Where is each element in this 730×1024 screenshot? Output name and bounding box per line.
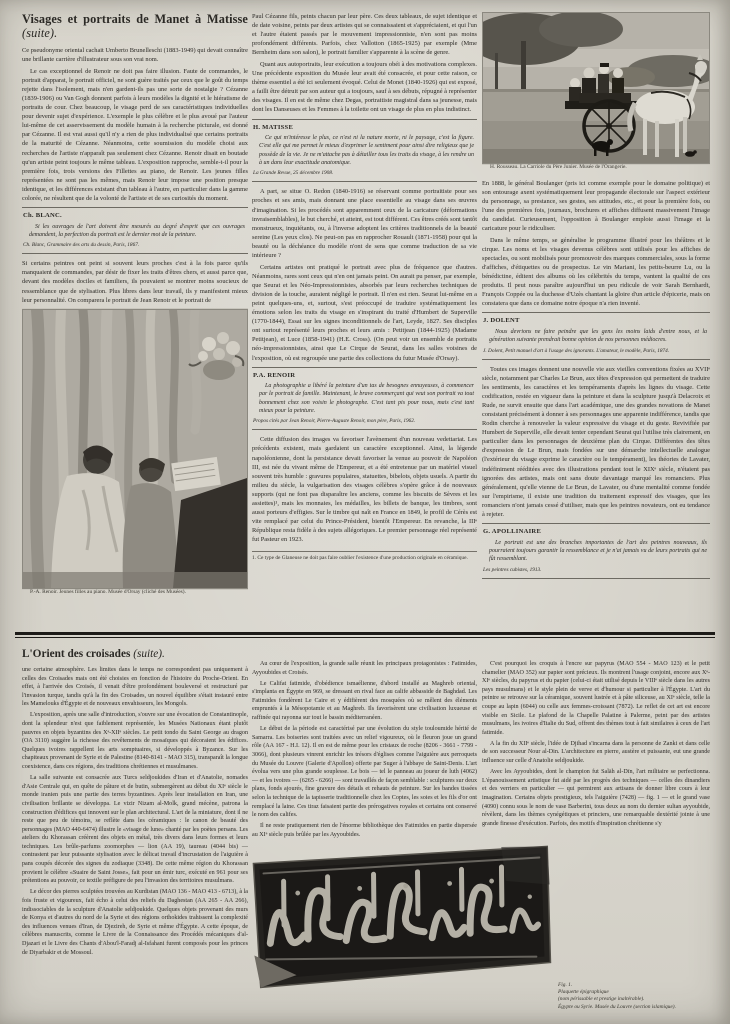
figure-caption-line: Plaquette épigraphique <box>558 989 609 996</box>
renoir-painting-image <box>22 309 248 589</box>
figure-caption-line: (nom périssable et prestige inaltérable). <box>558 996 645 1003</box>
paragraph: Au cœur de l'exposition, la grande salle réunit les principaux protagonistes : Fatimides, Ayyoubides et Croisés. <box>252 661 477 676</box>
paragraph: Ce pseudonyme oriental cachait Umberto Brunelleschi (1883-1949) qui devait connaître une brillante carrière d'illustrateur sous son vrai nom. <box>22 47 248 64</box>
epigraphic-plaque-image <box>249 844 552 991</box>
footnote-rule <box>252 551 477 552</box>
paragraph: La salle suivante est consacrée aux Turcs seldjoukides d'Iran et d'Anatolie, nomades d'Asie Centrale qui, en quête de pâture et de butin, submergèrent au début du XIᵉ siècle le monde iranien puis une partie des terres byzantines. Après leur installation en Iran, une civilisation brillante se développa. Le vizir Nizam al-Molk, grand mécène, patrona la construction d'édifices qui innovent sur le plan architectural. L'art de la miniature, dont il ne reste que peu de témoins, se reflète dans les céramiques : le canon de beauté des personnages (MAO 440-6474) illustre le «visage de lune» chanté par les poètes persans. Les ateliers du Khorassan créèrent des objets en métal, très divers dans leurs formes et leurs techniques. Les brûle-parfums zoomorphes — lion (AA 19), taureau (4044 bis) — contrastent par leur puissante stylisation avec le délicat travail d'incrustation de l'aiguière à pans coupés décorée des signes du zodiaque (3348). De cette même région du Khorassan provient le célèbre «Suaire de Saint Josse», fait pour un émir turc, exécuté en 961 pour ses prétentions au pouvoir, ce textile préfigure de peu l'invasion des territoires musulmans. <box>22 775 248 885</box>
article-title-suite: (suite). <box>133 648 165 660</box>
quote-text: Le portrait est une des branches importantes de l'art des peintres nouveaux, ils pourraient toujours garantir la ressemblance et je n'ai jamais vu de leurs portraits qui ne fût ressemblant. <box>489 539 707 563</box>
quote-source: Propos cités par Jean Renoir, Pierre-Auguste Renoir, mon père, Paris, 1962. <box>253 418 416 425</box>
bottom-article-column-1 <box>22 648 248 1018</box>
quote-source: Les peintres cubistes, 1913. <box>483 566 542 573</box>
paragraph: Si certains peintres ont peint si souvent leurs proches c'est à la fois parce qu'ils manquaient de commandes, par désir de fixer les traits d'êtres chers, et aussi parce que, devant des modèles dociles et familiers, ils pouvaient se montrer moins soucieux de ressemblance que de stylisation. Plus libres dans leur travail, ils y manifestent mieux leur personnalité. On comparera le portrait de Jean Renoir et le portrait de <box>22 260 248 304</box>
paragraph: Toutes ces images donnent une nouvelle vie aux vieilles conventions fixées au XVIIᵉ siècle, notamment par Charles Le Brun, aux têtes d'expression qui permettent de traduire les sentiments, les caractères et les tempéraments d'après les lignes du visage. Cette codification, restée en vigueur dans la peinture et dans la sculpture jusqu'à Delacroix et Rude, ne survit ensuite que dans l'art académique, une des grandes novations de Manet consistant précisément à donner à ses personnages une apparente indifférence, tandis que Rodin cherche à renouveler la valeur expressive du visage et du geste. Revivifiée par Humbert de Superville, elle devait tenter cependant Seurat qui l'utilise très clairement, en particulier dans les personnages de deuxième plan du Cirque. Différentes des têtes d'expression de Le Brun, mais fondées sur une démarche intellectuelle analogue (l'extérieur du visage exprime le caractère ou le tempérament), les théories de Lavater, indéfiniment rééditées avec des illustrations pendant tout le XIXᵉ siècle, n'étaient pas ignorées des artistes, mais ont sans doute davantage marqué les romanciers. Plus généralement, qu'elle vienne de Le Brun, de Lavater, ou d'une mentalité comme fondée sur l'empirisme, il existe une tradition du traitement expressif des visages, que les romanciers n'ont jamais cessé d'utiliser, mais que les peintres novateurs, ont eu tendance à rejeter. <box>482 365 710 518</box>
quote-author-heading: J. DOLENT <box>483 317 520 325</box>
paragraph: Le Califat fatimide, d'obédience ismaélienne, d'abord installé au Maghreb oriental, s'implanta en Égypte en 969, se dressant en rival face au calife abbasside de Baghdad. Les Fatimides fondèrent Le Caire et y édifièrent des mosquées où se mêlent des éléments empruntés à la Mésopotamie et au Maghreb. Ils favorisèrent une civilisation luxueuse et raffinée qui rayonna sur tout le bassin méditerranéen. <box>252 680 477 722</box>
paragraph: Le cas exceptionnel de Renoir ne doit pas faire illusion. Faute de commandes, le portrait d'apparat, le portrait officiel, ne sont guère traités par ceux que le goût du temps rejette dans l'isolement, mais n'en gardent-ils pas une sorte de nostalgie ? Cézanne (1839-1906) ou Van Gogh donnent parfois à leurs modèles la dignité et le hiératisme de portraits de cour. Chez beaucoup, le visage perd de ses caractéristiques individuelles pour devenir sujet d'expérience. L'exemple le plus célèbre et le plus avoué par l'auteur lui-même de cet asservissement du modèle humain à la recherche picturale, est donné par Cézanne. Il est vrai aussi qu'il n'y a rien de plus individualisé que certains portraits de la maturité de Cézanne. Néanmoins, cette soumission du modèle choisi aux recherches de l'artiste n'apparaît pas seulement chez Cézanne. Renoir disait en boutade qu'un artiste peint toujours le même tableau. L'exposition rapproche, semble-t-il pour la première fois, trois versions des Fillettes au piano, de Renoir. Les jeunes filles représentées ne sont pas les mêmes, mais Renoir leur impose une position presque identique, et les différences existant d'un tableau à l'autre, en particulier dans la gamme colorée, ne résultent que de la volonté de l'artiste et de ses curiosités du moment. <box>22 67 248 202</box>
quote-text: Nous devrions ne faire peindre que les gens les moins laids d'entre nous, et la génération suivante prendrait bonne opinion de nos personnes médiocres. <box>489 328 707 344</box>
article-title-suite: (suite). <box>22 26 58 40</box>
quote-author-heading: H. MATISSE <box>253 123 294 131</box>
figure-caption-line: Fig. 1. <box>558 982 573 988</box>
figure-caption <box>558 982 710 1011</box>
bottom-article-column-2 <box>252 660 477 845</box>
paragraph: Quant aux autoportraits, leur exécution a toujours obéi à des motivations complexes. Une précédente exposition du Musée leur avait été consacrée, et pour cette raison, ce thème essentiel a été ici seulement évoqué. Celui de Monet (1840-1926) qui est exposé, a failli être détruit par son auteur qui a toujours, sauf à ses débuts, répugné à représenter des visages. Il en est de même chez Degas, portraitiste magistral dans sa jeunesse, mais dont les Danseuses et les Femmes à la toilette ont un visage de plus en plus indistinct. <box>252 60 477 114</box>
rousseau-painting-image <box>482 12 710 164</box>
quote-author-heading: G. APOLLINAIRE <box>483 528 542 536</box>
paragraph: Dans le même temps, se généralise le programme illustré pour les théâtres et le cirque. Les noms et les visages devenus célèbres sont utilisés pour les affiches de spectacles, ou sont mobilisés pour promouvoir des marques commerciales, sous la forme d'affiches, d'étiquettes ou de prospectus. Le vin Mariani, les petits-beurre Lu, ou la bénédictine, éditent des albums où les célébrités du temps, vantent la qualité de ces produits. Il peut nous paraître aujourd'hui un peu ridicule de voir Sarah Bernhardt, François Coppée ou la duchesse d'Uzès chantant la gloire d'un article d'épicerie, mais on constatera que dans ce domaine notre époque n'a rien inventé. <box>482 236 710 308</box>
paragraph: Il ne reste pratiquement rien de l'énorme bibliothèque des Fatimides en partie dispersée au XIᵉ siècle puis brûlée par les Ayyoubides. <box>252 823 477 838</box>
paragraph: Avec les Ayyoubides, dont le champion fut Salāh al-Dīn, l'art militaire se perfectionna. L'épanouissement artistique fut aidé par les progrès des techniques — celles des dinandiers et des verriers en particulier — qui permirent aux artisans de donner libre cours à leur imagination. Certains objets prestigieux, tels l'aiguière (7428) — fig. 1 — et le grand vase (4090) connu sous le nom de vase Barberini, tous deux au nom du dernier sultan ayyoubide, révèlent, dans les thèmes cynégétiques et princiers, une remarquable dextérité jointe à une grande finesse d'exécution. Parfois, des motifs d'inspiration chrétienne s'y <box>482 769 710 827</box>
quote-author-heading: Ch. BLANC. <box>23 212 62 220</box>
quote-box-renoir <box>252 367 477 431</box>
quote-box-dolent <box>482 312 710 359</box>
quote-box-matisse <box>252 119 477 183</box>
paragraph: A la fin du XIIᵉ siècle, l'idée de Djihad s'incarna dans la personne de Zanki et dans celle de son successeur Nour al-Din. L'architecture en pierre, austère et puissante, eut une grande influence sur celle d'Anatolie seldjoukide. <box>482 740 710 765</box>
figure-caption-line: Égypte ou Syrie. Musée du Louvre (section islamique). <box>558 1003 676 1010</box>
paragraph: une certaine atmosphère. Les limites dans le temps ne correspondent pas uniquement à celles des Croisades mais ont été choisies en fonction de l'histoire du Proche-Orient. En effet, à l'arrivée des Croisés, il venait d'être profondément bouleversé et restructuré par l'invasion turque, tandis qu'à la fin des Croisades, un nouvel équilibre s'était instauré entre les Mamelouks d'Égypte et de nouveaux envahisseurs, les Mongols. <box>22 667 248 708</box>
top-article-column-3 <box>482 12 710 628</box>
paragraph: A part, se situe O. Redon (1840-1916) se réservant comme portraitiste pour ses proches et ses amis, mais donnant une place essentielle au visage dans ses œuvres d'imagination. Si les procédés sont apparemment ceux de la caricature (déformations invraisemblables), le but cherché, et atteint, est tout différent. Ces êtres créés sont tantôt monstrueux, inquiétants, ou, à l'inverse adoptent les critères traditionnels de la beauté sereine (Les yeux clos). Ne peut-on pas en rapprocher Rouault (1871-1958) pour qui la beauté ou la déchéance du modèle n'ont de sens que comme traduction de sa vie intérieure ? <box>252 188 477 259</box>
top-article-column-2 <box>252 12 477 628</box>
quote-source: La Grande Revue, 25 décembre 1908. <box>253 170 334 177</box>
quote-text: La photographie a libéré la peinture d'un tas de besognes ennuyeuses, à commencer par le portrait de famille. Maintenant, le brave commerçant qui veut son portrait va tout bonnement chez son voisin le photographe. C'est tant pis pour nous, mais c'est tant mieux pour la peinture. <box>259 383 474 415</box>
quote-text: Ce qui m'intéresse le plus, ce n'est ni la nature morte, ni le paysage, c'est la figure. C'est elle qui me permet le mieux d'exprimer le sentiment pour ainsi dire religieux que je possède de la vie. Je ne m'attache pas à détailler tous les traits du visage, à les rendre un à un dans leur exactitude anatomique. <box>259 135 474 167</box>
article-title-text: L'Orient des croisades <box>22 648 134 660</box>
paragraph: L'exposition, après une salle d'introduction, s'ouvre sur une évocation de Constantinople, dont la splendeur n'est que faiblement représentée, les Musées Nationaux étant plutôt pauvres en objets byzantins des Xᵉ-XIIᵉ siècles. Le petit tondo du Saint George au dragon (OA 3110) suggère la richesse des revêtements de mosaïques qui décoraient les édifices. Quelques ivoires rappellent les arts somptuaires, si développés à Byzance. Sur les chapiteaux provenant de Syrie et de Palestine (8140-8141 - MAO 315), transparaît la longue coexistence, dans ces régions, des traditions chrétiennes et musulmanes. <box>22 712 248 771</box>
quote-box-blanc <box>22 207 248 254</box>
top-article-column-1 <box>22 12 248 628</box>
quote-source: J. Dolent, Petit manuel d'art à l'usage des ignorants. L'amateur, le modèle, Paris, 1874. <box>483 347 670 354</box>
quote-box-apollinaire <box>482 523 710 578</box>
paragraph: Cette diffusion des images va favoriser l'avènement d'un nouveau vedettariat. Les précédents existent, mais gardaient un caractère exceptionnel. Ainsi, la légende napoléonienne, dont la persistance devait favoriser la venue au pouvoir de Napoléon III, est née du vivant même de l'Empereur, et a été entretenue par un matériel visuel souvent très humble : gravures populaires, statuettes, bibelots, objets usuels. A partir du milieu du siècle, la vulgarisation des visages célèbres s'opère grâce à de nouveaux supports (qui ne font pas disparaître les anciens, comme les biscuits de Sèvres et les assiettes)¹, mais les monnaies, les médailles, les billets de banque, les timbres, sont aussi porteurs d'effigies. Sur le timbre qui naît en France en 1849, le profil de Cérès est vite remplacé par celui du Prince-Président, bientôt l'Empereur. En revanche, la IIIᵉ République resta fidèle à des sujets allégoriques. Le premier personnage réel représenté fut Pasteur en 1923. <box>252 436 477 544</box>
footnote: 1. Ce type de Glaneuse ne doit pas faire oublier l'existence d'une production originale en céramique. <box>252 554 468 561</box>
renoir-caption: P.-A. Renoir. Jeunes filles au piano. Musée d'Orsay (cliché des Musées). <box>30 588 186 595</box>
quote-author-heading: P.A. RENOIR <box>253 371 296 379</box>
paragraph: Certains artistes ont pratiqué le portrait avec plus de fréquence que d'autres. Néanmoins, rares sont ceux qui n'en ont jamais peint. On aurait pu penser, par exemple, que Seurat et les Néo-Impressionnistes, absorbés par leurs recherches techniques de division de la touche, auraient négligé le portrait. Il n'en est rien. Seurat lui-même en a peint quelques-uns, et, surtout, s'est préoccupé de traduire systématiquement les émotions selon les traits du visage en s'inspirant du traité d'Humbert de Superville (1770-1844), Essai sur les signes inconditionnels de l'art, Leyde, 1827. Ses disciples ont surtout représenté leurs proches et leurs amis : Petitjean (1844-1925) (Madame Petitjean), et Luce (1858-1941) (H.E. Cross). (On peut voir un ensemble de portraits néo-impressionnistes, ainsi que Le Cirque de Seurat, dans les salles voisines de l'exposition, où est regroupée une partie des collections du futur Musée d'Orsay). <box>252 263 477 362</box>
article-title-portraits <box>22 12 248 40</box>
paragraph: En 1888, le général Boulanger (pris ici comme exemple pour le domaine politique) et son entourage axent systématiquement leur propagande électorale sur l'aspect extérieur du personnage, sa prestance, ses gestes, ses attitudes, etc., et pour la première fois, ou l'une des premières fois, journaux, brochures et affiches diffusent massivement l'image du candidat. Curieusement, l'opposition à Boulanger emploie aussi l'image et la caricature pour le ridiculiser. <box>482 179 710 232</box>
paragraph: C'est pourquoi les croquis à l'encre sur papyrus (MAO 554 - MAO 123) et le petit chamelier (MAO 352) sur papier sont précieux. Ils montrent l'usage conjoint, encore aux Xᵉ-XIᵉ siècles, du papyrus et du papier (celui-ci était utilisé depuis le VIIIᵉ siècle dans les autres pays musulmans) et le style plein de verve et d'humour si particulier à l'Égypte. L'art du peintre se retrouve sur la céramique, souvent lustrée et à pâte siliceuse, au XIᵉ siècle, telle la coupe au lapin (6044) ou celle aux femmes-croissant (7872). Le reflet de cet art est encore visible en Sicile. Le plafond de la Chapelle Palatine à Palerme, peint par des artistes musulmans, les ivoires d'Italie du Sud, offrent des thèmes tout à fait similaires à ceux de l'art fatimide. <box>482 661 710 736</box>
paragraph: Le décor des pierres sculptées trouvées au Kurdistan (MAO 136 - MAO 413 - 6713), à la fois fruste et vigoureux, fait écho à celui des reliefs du Daghestan (AA 265 - AA 266), indissociables de la sculpture d'Anatolie seldjoukide. Quelques objets provenant des murs de Konya et d'autres du nord de la Syrie et des régions orthokides trahissent la complexité des influences venues d'Iran, de Djezireh, de Syrie et même d'Égypte. A cette époque, de célèbres manuscrits, comme le Livre de la Connaissance des Procédés mécaniques d'al-Djazari et le Livre des Chants d'Abou'l-Faradj al-Isfahani furent composés pour les princes de Diyarbakir et de Mossoul. <box>22 889 248 956</box>
rousseau-caption: H. Rousseau. La Carriole du Père Junier. Musée de l'Orangerie. <box>490 164 627 170</box>
article-title-orient <box>22 648 248 661</box>
quote-text: Si les ouvrages de l'art doivent être mesurés au degré d'esprit que ces ouvrages demandent, la perfection du portrait est le dernier mot de la peinture. <box>29 223 245 238</box>
paragraph: Le début de la période est caractérisé par une évolution du style touloumide hérité de Samarra. Les boiseries sont traitées avec un relief vigoureux, où le fleuron joue un grand rôle (AA 167 - H.I. 12). Il en est de même pour les cristaux de roche (8206 - 3661 - 7799 - 3066), dont plusieurs vinrent enrichir les trésors d'églises comme l'aiguière aux perroquets du Musée du Louvre (Galerie d'Apollon) offerte par Suger à l'abbaye de Saint-Denis. L'art évolua vers une plus grande souplesse. Le bois — tel le panneau au joueur de luth (4062) — et les ivoires — (6265 - 6266) — sont travaillés de façon semblable : sculptures sur deux plans, fonds ajourés, fine gravure des détails et rehauts de peinture. Sur les bandes tissées selon la technique de la tapisserie traditionnelle chez les Coptes, les soies et les fils d'or ont remplacé la laine. Ces tiraz faisaient partie des prérogatives royales et certains ont conservé le nom des califes. <box>252 726 477 819</box>
section-divider-rule <box>15 632 715 638</box>
article-title-text: Visages et portraits de Manet à Matisse <box>22 12 248 26</box>
quote-source: Ch. Blanc, Grammaire des arts du dessin, Paris, 1867. <box>23 242 140 249</box>
paragraph: Paul Cézanne fils, peints chacun par leur père. Ces deux tableaux, de sujet identique et de date voisine, peints par deux artistes qui se connaissaient et s'appréciaient, et qui l'un et l'autre étaient passés par le mouvement impressionniste, n'en sont pas moins profondément différents. Parfois, chez Vallotton (1865-1925) par exemple (Mme Bernheim dans son salon), le portrait familier s'apparente à la scène de genre. <box>252 13 477 57</box>
